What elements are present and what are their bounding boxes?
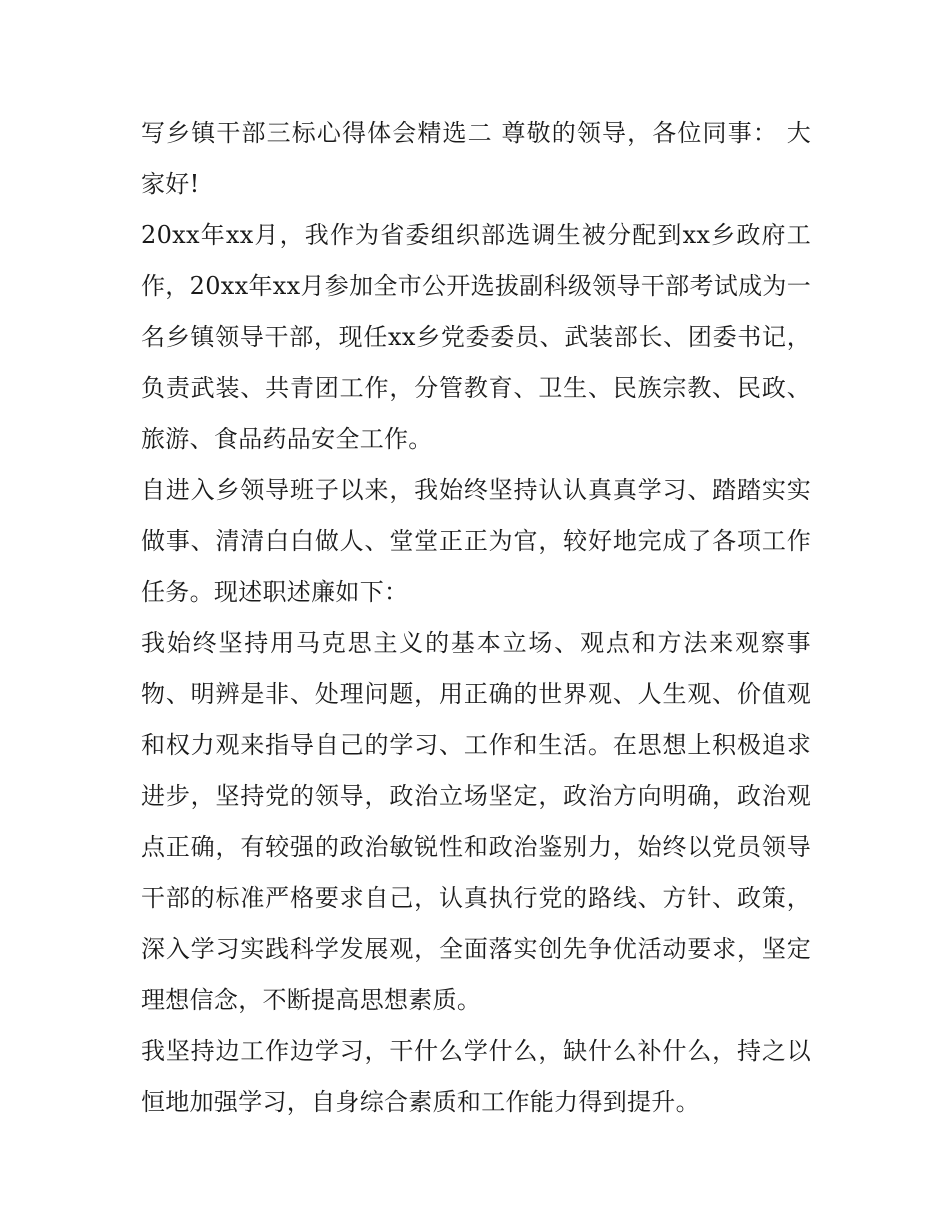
paragraph-title-greeting: 写乡镇干部三标心得体会精选二 尊敬的领导，各位同事： 大家好! — [141, 119, 811, 198]
document-body — [141, 108, 811, 1128]
paragraph-background: 20xx年xx月，我作为省委组织部选调生被分配到xx乡政府工作，20xx年xx月参加全市公开选拔副科级领导干部考试成为一名乡镇领导干部，现任xx乡党委委员、武装部长、团委书记，负责武装、共青团工作，分管教育、卫生、民族宗教、民政、旅游、食品药品安全工作。 — [141, 221, 811, 453]
paragraph-political-thought: 我始终坚持用马克思主义的基本立场、观点和方法来观察事物、明辨是非、处理问题，用正确的世界观、人生观、价值观和权力观来指导自己的学习、工作和生活。在思想上积极追求进步，坚持党的领导，政治立场坚定，政治方向明确，政治观点正确，有较强的政治敏锐性和政治鉴别力，始终以党员领导干部的标准严格要求自己，认真执行党的路线、方针、政策，深入学习实践科学发展观，全面落实创先争优活动要求，坚定理想信念，不断提高思想素质。 — [141, 629, 811, 1014]
paragraph-study: 我坚持边工作边学习，干什么学什么，缺什么补什么，持之以恒地加强学习，自身综合素质和工作能力得到提升。 — [141, 1037, 811, 1116]
paragraph-summary-intro: 自进入乡领导班子以来，我始终坚持认认真真学习、踏踏实实做事、清清白白做人、堂堂正正为官，较好地完成了各项工作任务。现述职述廉如下： — [141, 476, 811, 606]
